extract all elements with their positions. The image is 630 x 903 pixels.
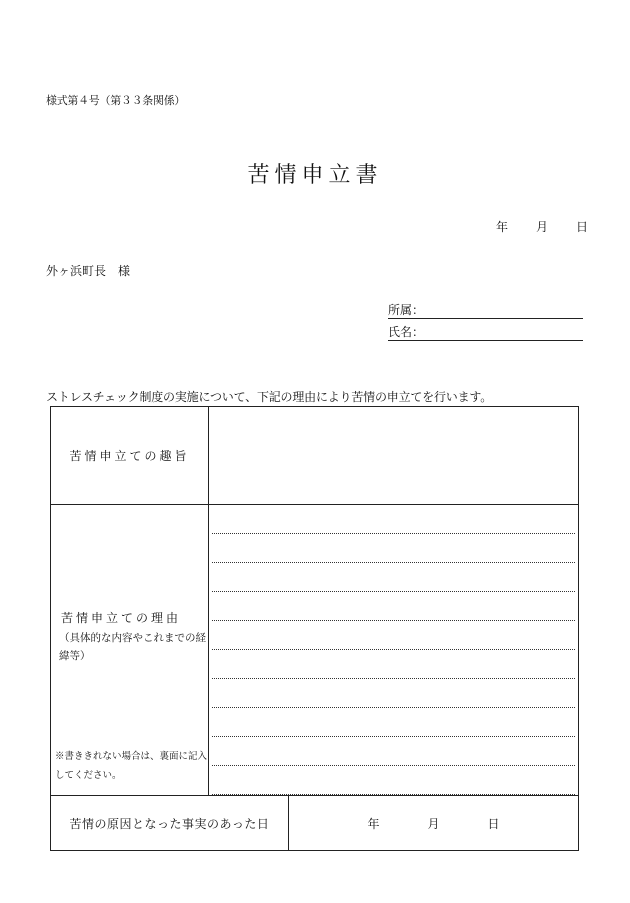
intro-text: ストレスチェック制度の実施について、下記の理由により苦情の申立てを行います。 <box>46 390 493 404</box>
complaint-table <box>50 406 579 851</box>
cause-date-label: 苦情の原因となった事実のあった日 <box>51 796 289 851</box>
writing-line <box>212 708 575 737</box>
affiliation-label: 所属： <box>388 303 425 317</box>
writing-line <box>212 650 575 679</box>
writing-line <box>212 737 575 766</box>
document-title: 苦情申立書 <box>247 163 383 188</box>
writing-line <box>212 592 575 621</box>
cause-date-row <box>51 796 579 851</box>
cause-month-label: 月 <box>427 816 440 831</box>
reason-row <box>51 505 579 796</box>
writing-line <box>212 621 575 650</box>
cause-date-input[interactable] <box>289 796 579 851</box>
submission-date <box>496 218 588 235</box>
writing-line <box>212 679 575 708</box>
writing-line <box>212 534 575 563</box>
purpose-row <box>51 407 579 505</box>
purpose-label: 苦情申立ての趣旨 <box>51 407 209 505</box>
date-day-label: 日 <box>576 220 589 234</box>
name-field[interactable] <box>388 324 583 341</box>
reason-note: ※書ききれない場合は、裏面に記入してください。 <box>55 751 208 781</box>
writing-line <box>212 505 575 534</box>
affiliation-field[interactable] <box>388 302 583 319</box>
name-label: 氏名： <box>388 325 425 339</box>
reason-input[interactable] <box>209 505 579 796</box>
cause-year-label: 年 <box>367 816 380 831</box>
form-number: 様式第４号（第３３条関係） <box>46 94 186 107</box>
date-year-label: 年 <box>496 220 509 234</box>
reason-label-cell <box>51 505 209 796</box>
reason-sub-label: （具体的な内容やこれまでの経緯等） <box>59 632 206 662</box>
addressee: 外ヶ浜町長 様 <box>46 264 131 278</box>
writing-line <box>212 563 575 592</box>
reason-label: 苦情申立ての理由 <box>61 611 182 625</box>
date-month-label: 月 <box>536 220 549 234</box>
cause-day-label: 日 <box>487 816 500 831</box>
purpose-input[interactable] <box>209 407 579 505</box>
writing-line <box>212 766 575 795</box>
